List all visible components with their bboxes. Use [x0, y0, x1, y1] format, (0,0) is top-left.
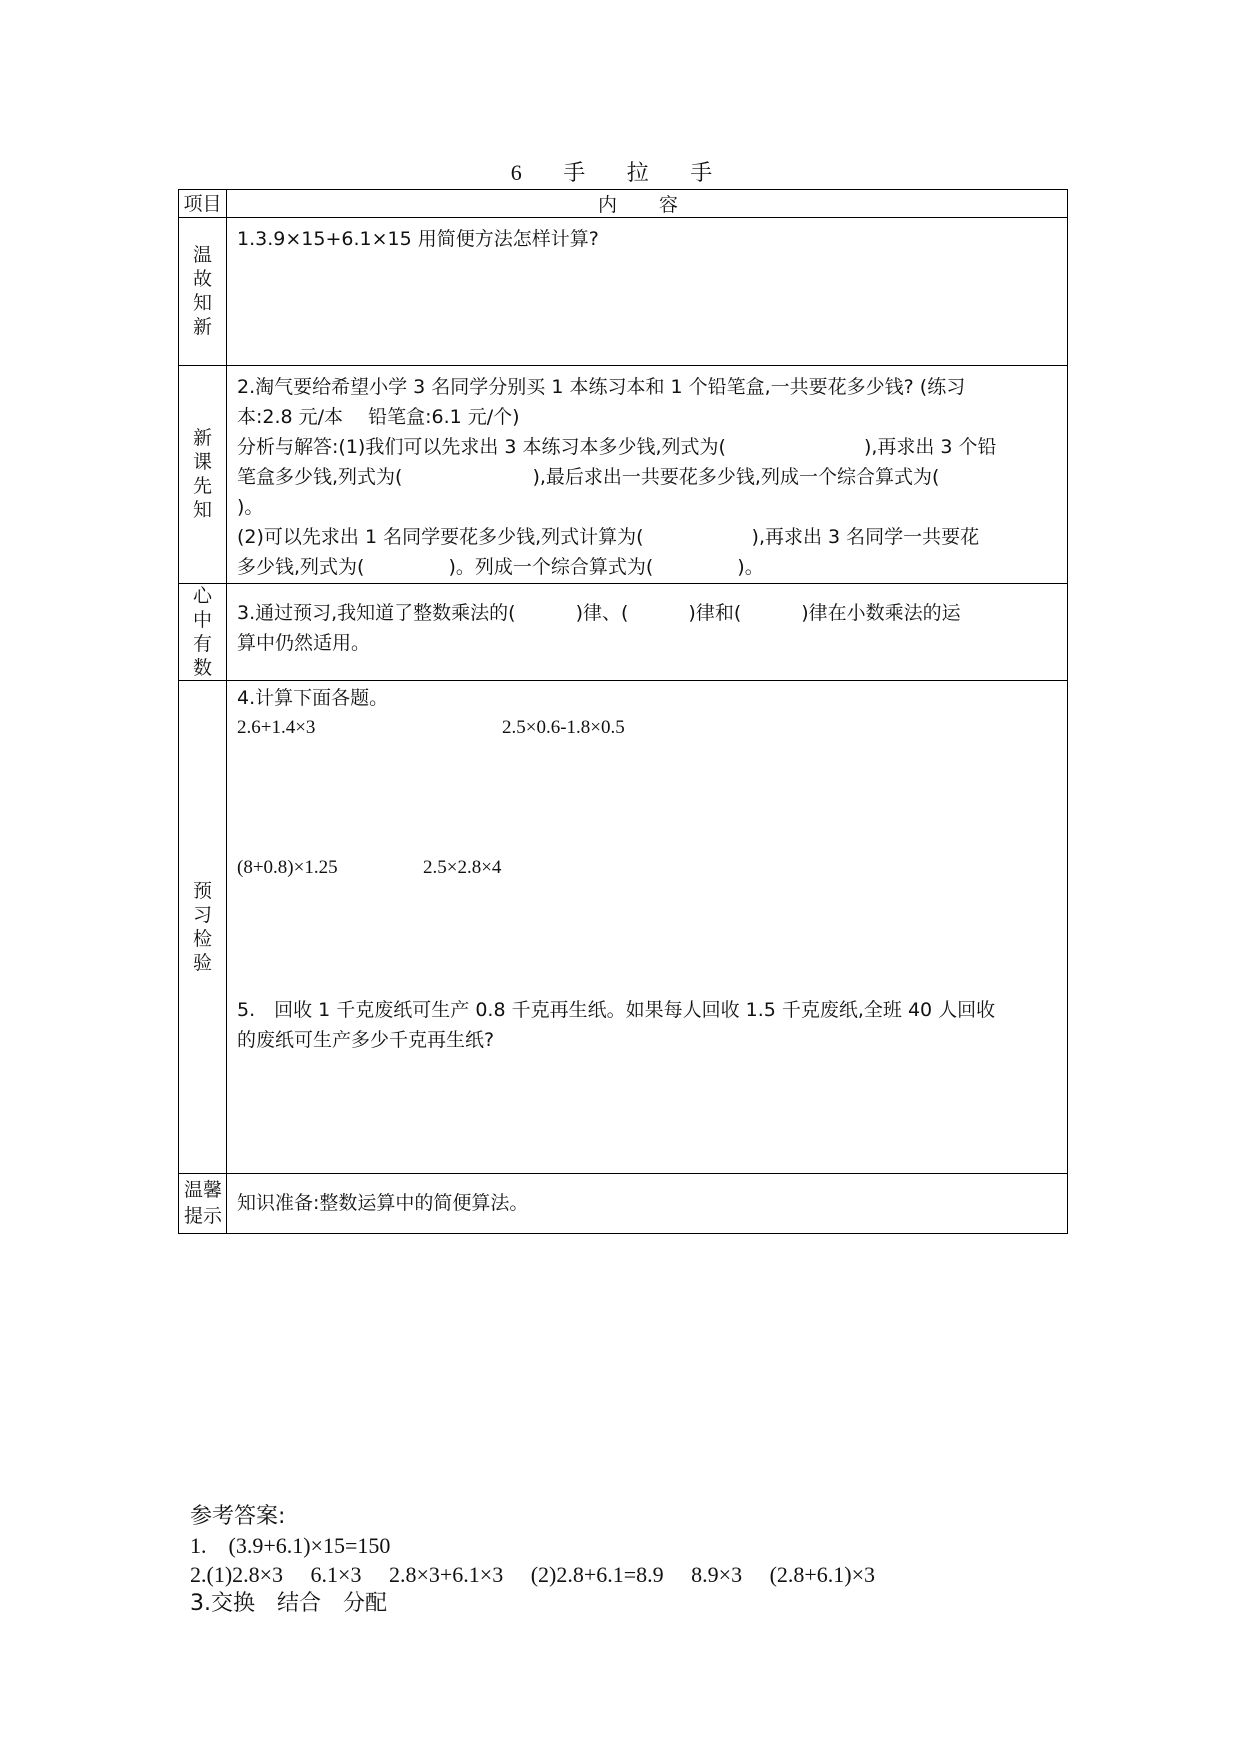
question-4-heading: 4.计算下面各题。 — [237, 687, 389, 710]
question-2-line-6 — [237, 522, 1057, 552]
question-2-line-1: 2.淘气要给希望小学 3 名同学分别买 1 本练习本和 1 个铅笔盒,一共要花多少钱? (练习 — [237, 375, 966, 398]
row-label-text: 新课先知 — [192, 427, 212, 522]
answer-line: 3.交换 结合 分配 — [190, 1591, 387, 1616]
answer-heading: 参考答案: — [190, 1504, 286, 1529]
exercise-item: (8+0.8)×1.25 — [237, 857, 338, 879]
question-5-line-2: 的废纸可生产多少千克再生纸? — [237, 1029, 495, 1052]
fill-text: 3.通过预习,我知道了整数乘法的( — [237, 601, 516, 624]
exercise-row — [237, 853, 1057, 883]
row-label-review — [179, 218, 227, 366]
row-tip — [179, 1173, 1068, 1233]
analysis-text: ),再求出 3 个铅 — [863, 435, 997, 458]
question-2-line-3 — [237, 432, 1057, 462]
fill-text: )律、( — [575, 601, 629, 624]
row-new-lesson — [179, 365, 1068, 583]
question-2-line-7 — [237, 552, 1057, 582]
tip-text: 知识准备:整数运算中的简便算法。 — [237, 1192, 529, 1215]
question-2-line-2: 本:2.8 元/本 铅笔盒:6.1 元/个) — [237, 405, 520, 428]
answer-key — [190, 1502, 875, 1618]
page-title: 6 手 拉 手 — [510, 160, 731, 185]
row-content-new-lesson — [227, 365, 1068, 583]
exercise-item: 2.6+1.4×3 — [237, 717, 316, 739]
row-practice — [179, 681, 1068, 1173]
exercise-item: 2.5×2.8×4 — [423, 857, 502, 879]
row-content-practice — [227, 681, 1068, 1173]
analysis-text: 分析与解答:(1)我们可以先求出 3 本练习本多少钱,列式为( — [237, 435, 726, 458]
row-label-text: 预习检验 — [192, 879, 212, 974]
question-5 — [237, 995, 1057, 1055]
analysis-text: )。列成一个综合算式为( — [448, 555, 654, 578]
question-2-line-5: )。 — [237, 495, 264, 518]
exercise-row — [237, 713, 1057, 743]
question-5-line-1: 5. 回收 1 千克废纸可生产 0.8 千克再生纸。如果每人回收 1.5 千克废纸,全班 40 人回收 — [237, 999, 996, 1022]
header-item-label: 项目 — [179, 190, 227, 218]
question-3-line-1 — [237, 598, 1057, 628]
question-1: 1.3.9×15+6.1×15 用简便方法怎样计算? — [237, 228, 599, 251]
exercise-item: 2.5×0.6-1.8×0.5 — [502, 717, 625, 739]
analysis-text: 多少钱,列式为( — [237, 555, 365, 578]
row-content-tip — [227, 1173, 1068, 1233]
row-content-summary — [227, 583, 1068, 680]
row-label-text: 心中有数 — [192, 585, 212, 680]
analysis-text: (2)可以先求出 1 名同学要花多少钱,列式计算为( — [237, 525, 644, 548]
row-label-text: 温故知新 — [192, 244, 212, 339]
fill-text: )律在小数乘法的运 — [801, 601, 961, 624]
row-label-summary — [179, 583, 227, 680]
analysis-text: ),再求出 3 名同学一共要花 — [751, 525, 980, 548]
header-row — [179, 190, 1068, 218]
row-summary — [179, 583, 1068, 680]
row-content-review — [227, 218, 1068, 366]
row-label-tip — [179, 1173, 227, 1233]
question-2-line-4 — [237, 462, 1057, 492]
row-label-text: 温馨提示 — [183, 1179, 222, 1228]
worksheet-table — [178, 189, 1068, 1234]
analysis-text: ),最后求出一共要花多少钱,列成一个综合算式为( — [532, 465, 940, 488]
analysis-text: )。 — [737, 555, 764, 578]
row-label-practice — [179, 681, 227, 1173]
answer-line: 2.(1)2.8×3 6.1×3 2.8×3+6.1×3 (2)2.8+6.1=8.9 8.9×3 (2.8+6.1)×3 — [190, 1562, 876, 1587]
fill-text: )律和( — [688, 601, 742, 624]
analysis-text: 笔盒多少钱,列式为( — [237, 465, 403, 488]
row-label-new-lesson — [179, 365, 227, 583]
answer-line: 1. (3.9+6.1)×15=150 — [190, 1533, 391, 1558]
row-review — [179, 218, 1068, 366]
header-content-label: 内 容 — [227, 190, 1068, 218]
question-3-line-2: 算中仍然适用。 — [237, 631, 371, 654]
